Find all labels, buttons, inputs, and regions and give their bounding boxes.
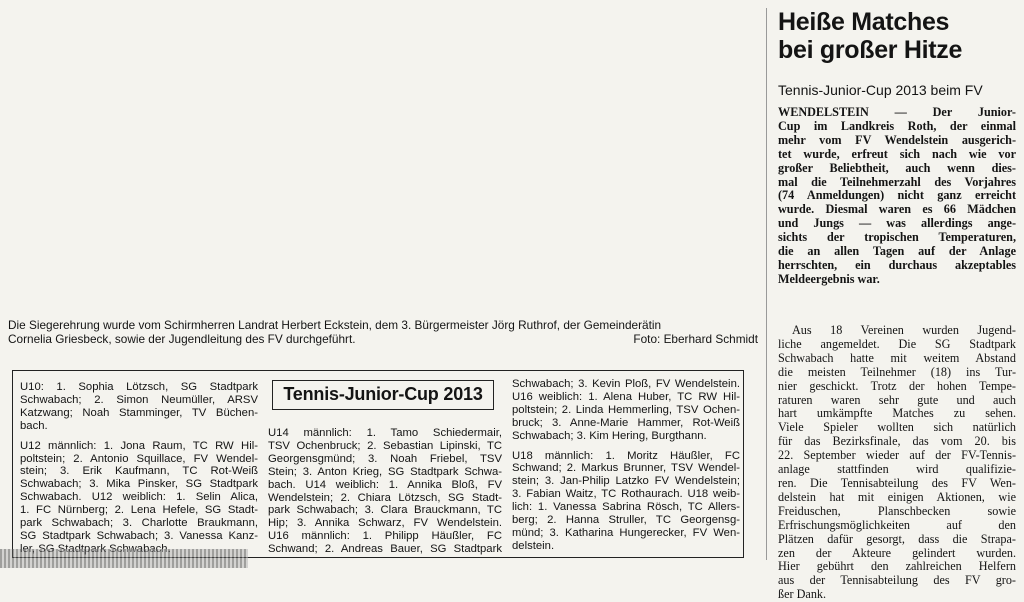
text-line: raturen waren sehr gute und auch (778, 393, 1016, 407)
results-line: Schwabach; 3. Kim Hering, Burgthann. (512, 429, 707, 442)
text-line: wurde. Diesmal waren es 66 Mädchen (778, 203, 1016, 217)
results-line: Stein; 3. Anton Krieg, SG Stadtpark Schwa- (268, 465, 502, 478)
results-line: U14 männlich: 1. Tamo Schiedermair, (268, 427, 502, 439)
results-line: park Schwabach; 3. Clara Brauckmann, TC (268, 504, 502, 517)
text-line: Aus 18 Vereinen wurden Jugend- (792, 324, 1016, 337)
results-line: Hip; 3. Annika Schwarz, FV Wendelstein. (268, 517, 502, 530)
text-line: Hier gebührt den zahlreichen Helfern (778, 560, 1016, 574)
text-line: aus der Tennisabteilung des FV gro- (778, 574, 1016, 588)
results-line: bach. U14 weiblich: 1. Annika Bloß, FV (268, 478, 502, 491)
results-line: Schwabach. U12 weiblich: 1. Selin Alica, (20, 491, 258, 504)
caption-line-row (8, 332, 758, 346)
results-line: U16 männlich: 1. Philipp Häußler, FC (268, 530, 502, 543)
text-line: hart umkämpfte Matches zu sehen. (778, 407, 1016, 421)
results-line: poltstein; 2. Antonio Squillace, FV Wendel- (20, 452, 258, 465)
text-line: sichts der tropischen Temperaturen, (778, 231, 1016, 245)
results-line: poltstein; 2. Linda Hemmerling, TSV Ochen- (512, 403, 740, 416)
spacer (512, 443, 740, 450)
text-line: Viele Spieler wollten sich natürlich (778, 421, 1016, 435)
text-line: 22. September wieder auf der FV-Tennis- (778, 449, 1016, 463)
results-line: berg; 2. Hanna Struller, TC Georgensg- (512, 514, 740, 527)
text-line: ßer Dank. (778, 588, 827, 602)
results-line: münd; 3. Katharina Hungerecker, FV Wen- (512, 526, 740, 539)
text-line: Cup im Landkreis Roth, der einmal (778, 119, 1016, 133)
text-line: für das Bezirksfinale, das vom 20. bis (778, 435, 1016, 449)
article-body (778, 324, 1016, 602)
text-line: herrschten, ein durchaus akzeptables (778, 258, 1016, 272)
results-line: lich: 1. Vanessa Sabrina Rösch, TC Allers- (512, 501, 740, 514)
text-line: (74 Anmeldungen) nicht ganz erreicht (778, 189, 1016, 203)
text-line: anlage stattfinden wird qualifizie- (778, 463, 1016, 477)
results-line: SG Stadtpark Schwabach; 3. Vanessa Kanz- (20, 529, 258, 542)
results-line: delstein. (512, 539, 555, 552)
results-line: U10: 1. Sophia Lötzsch, SG Stadtpark (20, 381, 258, 393)
results-line: U18 männlich: 1. Moritz Häußler, FC (512, 449, 740, 462)
text-line: WENDELSTEIN — Der Junior- (778, 106, 1016, 119)
results-line: U12 männlich: 1. Jona Raum, TC RW Hil- (20, 439, 258, 452)
results-box-title: Tennis-Junior-Cup 2013 (272, 380, 494, 410)
text-line: Freiduschen, Planschbecken sowie (778, 504, 1016, 518)
results-line: 1. FC Nürnberg; 2. Lena Hefele, SG Stadt- (20, 504, 258, 517)
results-line: Georgensgmünd; 3. Noah Friebel, TSV (268, 452, 502, 465)
text-line: delstein hat mit einigen Aktionen, wie (778, 490, 1016, 504)
caption-line: Cornelia Griesbeck, sowie der Jugendleitung des FV durchgeführt. (8, 332, 356, 346)
text-line: mehr vom FV Wendelstein ausgerich- (778, 133, 1016, 147)
results-column-3 (512, 378, 740, 553)
text-line: Plätzen dafür gesorgt, dass die Strapa- (778, 532, 1016, 546)
text-line: Meldeergebnis war. (778, 272, 880, 286)
results-line: bach. (20, 419, 48, 432)
results-line: bruck; 3. Anne-Marie Hammer, Rot-Weiß (512, 416, 740, 429)
article-lead (778, 106, 1016, 287)
column-divider (766, 8, 767, 560)
text-line: liche angemeldet. Die SG Stadtpark (778, 337, 1016, 351)
text-line: ren. Die Tennisabteilung des FV Wen- (778, 476, 1016, 490)
photo-caption (8, 318, 758, 346)
results-line: Katzwang; Noah Stamminger, TV Büchen- (20, 406, 258, 419)
text-line: zen der Akteure gelindert wurden. (778, 546, 1016, 560)
article-subheadline: Tennis-Junior-Cup 2013 beim FV (778, 82, 983, 98)
headline-line: Heiße Matches (778, 8, 950, 36)
results-line: Schwand; 2. Andreas Bauer, SG Stadtpark (268, 543, 502, 556)
scan-artifact (0, 549, 248, 568)
text-line: Erfrischungsmöglichkeiten auf den (778, 518, 1016, 532)
text-line: nier geschickt. Trotz der hohen Tempe- (778, 379, 1016, 393)
results-line: 3. Fabian Waitz, TC Rothaurach. U18 weib- (512, 488, 740, 501)
text-line: großer Beliebtheit, auch wenn dies- (778, 161, 1016, 175)
results-line: U16 weiblich: 1. Alena Huber, TC RW Hil- (512, 390, 740, 403)
headline-line: bei großer Hitze (778, 36, 963, 64)
text-line: die meisten Teilnehmer (18) ins Tur- (778, 365, 1016, 379)
results-line: stein; 3. Jan-Philip Latzko FV Wendelstein; (512, 475, 740, 488)
text-line: Schwabach hatte mit weitem Abstand (778, 351, 1016, 365)
text-line: tet wurde, erfreut sich nach wie vor (778, 147, 1016, 161)
results-line: Wendelstein; 2. Chiara Lötzsch, SG Stadt- (268, 491, 502, 504)
results-line: TSV Ochenbruck; 2. Sebastian Lipinski, TC (268, 439, 502, 452)
caption-line: Die Siegerehrung wurde vom Schirmherren Landrat Herbert Eckstein, dem 3. Bürgermeister Jörg Ruthrof, der Gemeinderätin (8, 318, 662, 332)
text-line: mal die Teilnehmerzahl des Vorjahres (778, 175, 1016, 189)
article-headline (778, 8, 1018, 64)
text-line: und Jungs — was allerdings ange- (778, 217, 1016, 231)
results-line: Schwand; 2. Markus Brunner, TSV Wendel- (512, 462, 740, 475)
spacer (20, 433, 258, 440)
photo-credit: Foto: Eberhard Schmidt (633, 332, 758, 346)
results-column-2 (268, 427, 502, 556)
results-column-1 (20, 381, 258, 556)
text-line: die an allen Tagen auf der Anlage (778, 245, 1016, 259)
results-line: park Schwabach; 3. Charlotte Braukmann, (20, 517, 258, 530)
results-line: Schwabach; 3. Mika Pinsker, SG Stadtpark (20, 478, 258, 491)
results-line: stein; 3. Erik Kaufmann, TC Rot-Weiß (20, 465, 258, 478)
results-line: Schwabach; 3. Kevin Ploß, FV Wendelstein. (512, 378, 740, 390)
results-line: Schwabach; 2. Simon Neumüller, ARSV (20, 393, 258, 406)
